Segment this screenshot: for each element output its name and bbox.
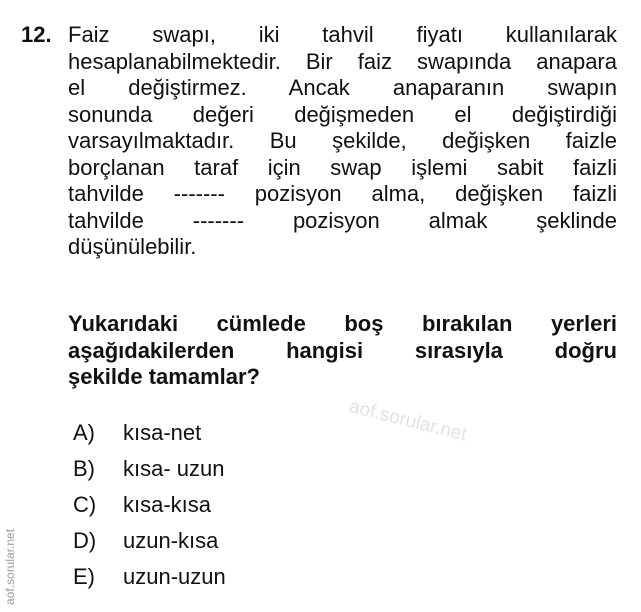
watermark-side: aof.sorular.net (3, 528, 17, 605)
option-d[interactable] (73, 528, 226, 564)
option-text: kısa-kısa (123, 492, 212, 517)
answer-options (73, 420, 226, 600)
option-text: uzun-kısa (123, 528, 219, 553)
body-line: varsayılmaktadır. Bu şekilde, değişken faizle (68, 128, 617, 153)
option-e[interactable] (73, 564, 226, 600)
option-label: A) (73, 420, 95, 445)
body-line: Faiz swapı, iki tahvil fiyatı kullanılarak (68, 22, 617, 47)
prompt-line: Yukarıdaki cümlede boş bırakılan yerleri (68, 311, 617, 336)
watermark-center: aof.sorular.net (346, 396, 469, 446)
option-text: uzun-uzun (123, 564, 226, 589)
option-label: E) (73, 564, 95, 589)
question-number: 12. (21, 22, 52, 47)
option-label: D) (73, 528, 97, 553)
option-text: kısa-net (123, 420, 202, 445)
question-body (68, 22, 617, 261)
option-a[interactable] (73, 420, 226, 456)
prompt-line: aşağıdakilerden hangisi sırasıyla doğru (68, 337, 617, 363)
body-line: borçlanan taraf için swap işlemi sabit faizli (68, 154, 617, 180)
option-c[interactable] (73, 492, 226, 528)
body-line: sonunda değeri değişmeden el değiştirdiği (68, 101, 617, 127)
body-line: tahvilde ------- pozisyon almak şeklinde (68, 207, 617, 233)
question-prompt (68, 311, 617, 391)
body-line: düşünülebilir. (68, 234, 197, 259)
option-label: C) (73, 492, 97, 517)
option-text: kısa- uzun (123, 456, 225, 481)
option-label: B) (73, 456, 95, 481)
option-b[interactable] (73, 456, 226, 492)
body-line: tahvilde ------- pozisyon alma, değişken faizli (68, 181, 617, 206)
prompt-line: şekilde tamamlar? (68, 364, 260, 389)
body-line: hesaplanabilmektedir. Bir faiz swapında anapara (68, 48, 617, 74)
body-line: el değiştirmez. Ancak anaparanın swapın (68, 75, 617, 100)
